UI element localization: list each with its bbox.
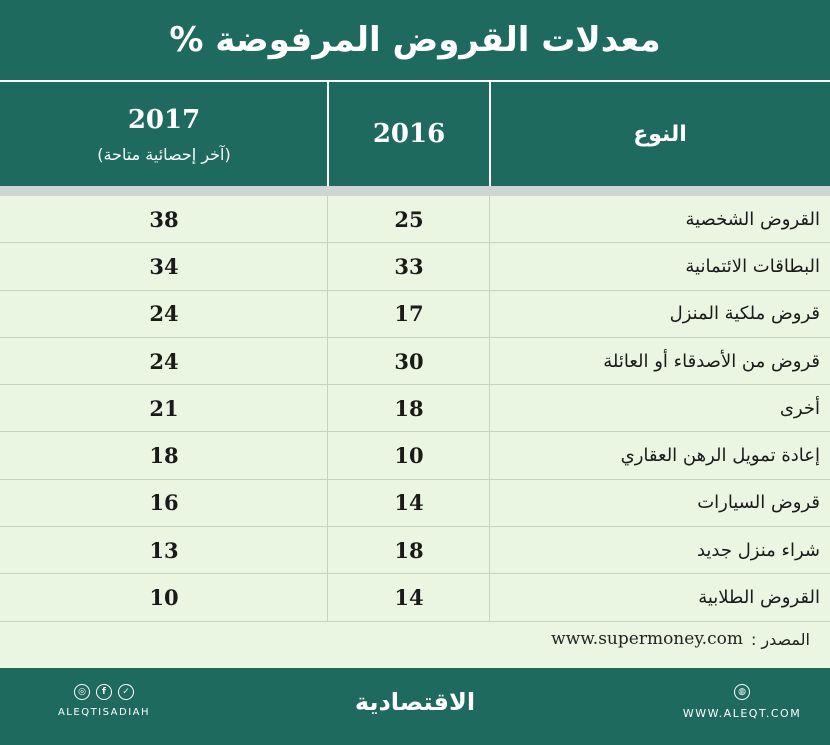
cell-type: البطاقات الائتمانية <box>685 255 820 277</box>
column-divider <box>327 196 328 622</box>
table-header <box>0 82 830 186</box>
table-row <box>0 196 830 243</box>
table-row <box>0 385 830 432</box>
table-row <box>0 243 830 290</box>
brand-logo: الاقتصادية <box>354 688 476 716</box>
source-label: المصدر : <box>750 629 810 649</box>
table-row <box>0 480 830 527</box>
table-row <box>0 291 830 338</box>
table-row <box>0 527 830 574</box>
footer <box>0 668 830 745</box>
table-row <box>0 338 830 385</box>
column-divider <box>489 196 490 622</box>
header-2017-year: 2017 <box>127 104 201 135</box>
cell-type: القروض الشخصية <box>685 208 820 230</box>
cell-2017: 34 <box>149 253 179 279</box>
header-2016: 2016 <box>372 119 446 149</box>
cell-type: قروض ملكية المنزل <box>669 303 820 325</box>
cell-2017: 38 <box>149 206 179 232</box>
table-body <box>0 196 830 622</box>
twitter-icon: ✓ <box>118 684 134 700</box>
table-row <box>0 432 830 479</box>
page-title: معدلات القروض المرفوضة % <box>0 0 830 80</box>
cell-2016: 14 <box>394 490 424 516</box>
table-row <box>0 574 830 621</box>
cell-type: قروض السيارات <box>697 492 820 514</box>
source-line <box>0 624 830 654</box>
cell-2016: 25 <box>394 206 424 232</box>
instagram-icon: ◎ <box>74 684 90 700</box>
header-2017 <box>0 82 328 186</box>
website-block <box>672 684 812 720</box>
cell-2017: 10 <box>149 585 179 611</box>
cell-2017: 21 <box>149 395 179 421</box>
cell-2017: 13 <box>149 537 179 563</box>
header-band <box>0 186 830 196</box>
website-url: WWW.ALEQT.COM <box>682 707 802 720</box>
globe-icon: ◍ <box>734 684 750 700</box>
header-type: النوع <box>633 121 687 147</box>
social-block <box>54 684 154 718</box>
cell-2016: 18 <box>394 537 424 563</box>
cell-2016: 10 <box>394 443 424 469</box>
cell-2017: 24 <box>149 348 179 374</box>
cell-2016: 33 <box>394 253 424 279</box>
facebook-icon: f <box>96 684 112 700</box>
cell-2017: 18 <box>149 443 179 469</box>
cell-type: شراء منزل جديد <box>696 539 820 561</box>
social-handle: ALEQTISADIAH <box>57 707 151 718</box>
cell-2016: 18 <box>394 395 424 421</box>
cell-2016: 17 <box>394 301 424 327</box>
cell-2017: 24 <box>149 301 179 327</box>
cell-2016: 14 <box>394 585 424 611</box>
cell-type: القروض الطلابية <box>698 587 820 609</box>
cell-2016: 30 <box>394 348 424 374</box>
header-2017-note: (آخر إحصائية متاحة) <box>97 144 231 164</box>
cell-type: إعادة تمويل الرهن العقاري <box>620 445 820 467</box>
cell-2017: 16 <box>149 490 179 516</box>
cell-type: أخرى <box>779 397 820 419</box>
source-url: www.supermoney.com <box>551 629 743 649</box>
cell-type: قروض من الأصدقاء أو العائلة <box>603 350 820 372</box>
